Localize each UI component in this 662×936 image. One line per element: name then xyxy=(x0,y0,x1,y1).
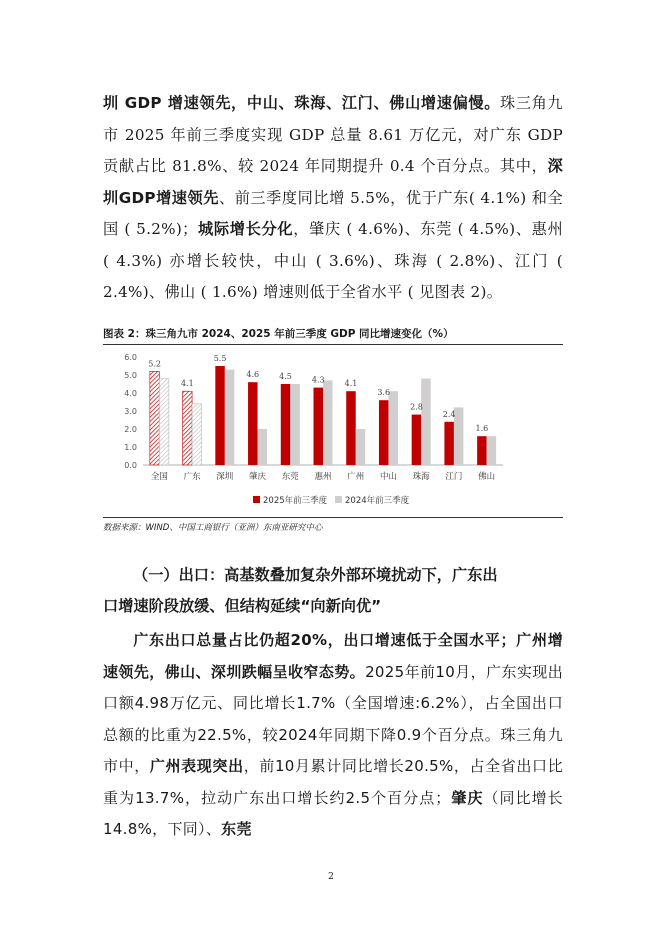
paragraph-exports xyxy=(103,625,563,846)
bar-2024 xyxy=(159,379,169,465)
x-tick-label: 珠海 xyxy=(412,472,430,482)
data-label: 3.6 xyxy=(377,388,391,398)
data-label: 1.6 xyxy=(475,424,489,434)
heading-line-2: 口增速阶段放缓、但结构延续“向新向优” xyxy=(103,597,382,615)
data-label: 4.3 xyxy=(311,375,325,385)
x-tick-label: 深圳 xyxy=(216,472,234,482)
y-tick-label: 6.0 xyxy=(124,353,137,362)
bar-2025 xyxy=(477,436,487,465)
data-label: 5.5 xyxy=(213,354,227,363)
bar-2025 xyxy=(215,366,225,465)
bar-2025 xyxy=(150,371,160,465)
bold-shenzhen: 深圳GDP增速领先 xyxy=(103,157,563,207)
heading-line-1: （一）出口：高基数叠加复杂外部环境扰动下，广东出 xyxy=(133,566,498,584)
bar-2024 xyxy=(258,429,268,465)
bar-2025 xyxy=(412,415,422,465)
bar-2024 xyxy=(388,391,398,465)
text-segment: ，前10月累计同比增长20.5%，占全省出口比重为13.7%，拉动广东出口增长约2.5个百分点； xyxy=(103,757,563,807)
paragraph-gdp xyxy=(103,88,563,309)
data-label: 4.1 xyxy=(180,379,194,389)
y-tick-label: 4.0 xyxy=(124,389,137,398)
page-number: 2 xyxy=(328,872,334,882)
y-tick-label: 3.0 xyxy=(124,407,137,416)
y-tick-label: 2.0 xyxy=(124,425,137,434)
bold-export-summary: 广东出口总量占比仍超20%，出口增速低于全国水平；广州增速领先，佛山、深圳跌幅呈收窄态势。 xyxy=(103,631,563,681)
bar-2024 xyxy=(225,370,235,465)
x-tick-label: 惠州 xyxy=(314,472,332,482)
bar-2025 xyxy=(183,391,193,465)
bar-2025 xyxy=(281,384,291,465)
bar-2024 xyxy=(323,380,333,465)
bold-zhaoqing: 肇庆 xyxy=(450,788,484,807)
text-segment: ，肇庆 ( 4.6%)、东莞 ( 4.5%)、惠州 ( 4.3%) 亦增长较快，中山 ( 3.6%)、珠海 ( 2.8%)、江门 ( 2.4%)、佛山 ( 1.6%) 增速则低于全省水平 ( 见图表 2)。 xyxy=(103,220,563,301)
data-label: 5.2 xyxy=(148,359,161,369)
data-label: 4.5 xyxy=(279,372,292,381)
text-segment: （同比增长14.8%，下同）、 xyxy=(103,788,563,838)
bold-guangzhou: 广州表现突出 xyxy=(149,757,244,775)
data-label: 4.6 xyxy=(246,370,260,380)
bold-divergence: 城际增长分化 xyxy=(197,220,294,238)
x-tick-label: 全国 xyxy=(150,472,168,482)
gdp-growth-chart xyxy=(103,345,563,515)
legend-label-2024: 2024年前三季度 xyxy=(345,496,410,506)
y-tick-label: 5.0 xyxy=(124,371,137,380)
x-tick-label: 江门 xyxy=(445,472,463,482)
data-label: 4.1 xyxy=(344,379,358,389)
bar-2025 xyxy=(444,422,454,465)
bar-2024 xyxy=(192,404,202,465)
y-tick-label: 1.0 xyxy=(124,443,137,452)
data-label: 2.8 xyxy=(410,402,423,412)
figure-source: 数据来源：WIND、中国工商银行（亚洲）东南亚研究中心 xyxy=(103,517,563,533)
bar-2024 xyxy=(487,436,497,465)
legend-swatch-2024 xyxy=(335,496,342,503)
legend-label-2025: 2025年前三季度 xyxy=(263,496,328,506)
bar-2025 xyxy=(314,388,324,465)
text-segment: 2025年前10月，广东实现出口额4.98万亿元、同比增长1.7%（全国增速:6.2%），占全国出口总额的比重为22.5%，较2024年同期下降0.9个百分点。珠三角九市中， xyxy=(103,662,563,775)
legend-swatch-2025 xyxy=(253,496,260,503)
x-tick-label: 广东 xyxy=(183,472,201,482)
x-tick-label: 肇庆 xyxy=(249,472,267,482)
section-heading xyxy=(103,560,563,622)
x-tick-label: 东莞 xyxy=(281,472,299,482)
text-segment: 、前三季度同比增 5.5%，优于广东( 4.1%) 和全国 ( 5.2%)； xyxy=(103,188,563,238)
bar-2024 xyxy=(290,384,300,465)
x-tick-label: 中山 xyxy=(379,472,397,482)
bar-2025 xyxy=(379,400,389,465)
x-tick-label: 广州 xyxy=(347,472,365,482)
data-label: 2.4 xyxy=(442,409,456,419)
y-tick-label: 0.0 xyxy=(124,461,137,470)
bold-intro: 圳 GDP 增速领先，中山、珠海、江门、佛山增速偏慢。 xyxy=(103,94,501,112)
bar-2025 xyxy=(346,391,356,465)
bar-2024 xyxy=(421,379,431,465)
x-tick-label: 佛山 xyxy=(478,472,496,482)
text-segment: 珠三角九市 2025 年前三季度实现 GDP 总量 8.61 万亿元，对广东 GDP 贡献占比 81.8%、较 2024 年同期提升 0.4 个百分点。其中， xyxy=(103,94,563,175)
bold-dongguan: 东莞 xyxy=(221,820,252,838)
bar-2024 xyxy=(356,429,366,465)
bar-2025 xyxy=(248,382,258,465)
figure-title: 图表 2：珠三角九市 2024、2025 年前三季度 GDP 同比增速变化（%） xyxy=(103,326,563,345)
